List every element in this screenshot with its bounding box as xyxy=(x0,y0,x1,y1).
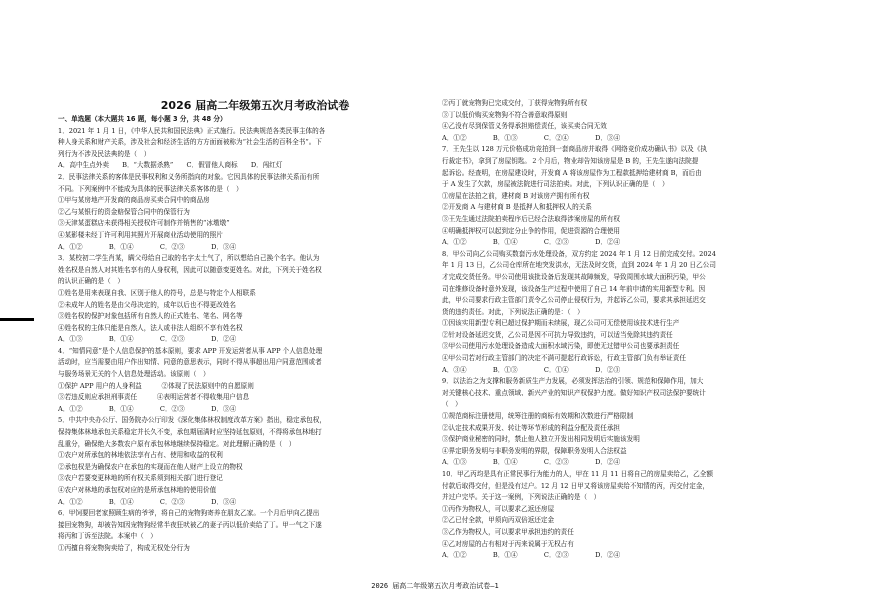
text-line: ④姓名权的主体只能是自然人，法人或非法人组织不享有姓名权 xyxy=(58,323,243,332)
text-line: 于 A 发生了欠款，房屋被法院进行司法拍卖。对此，下列认识正确的是（ ） xyxy=(442,180,669,189)
text-line: ①丙作为物权人，可以要求乙返还房屋 xyxy=(442,504,555,513)
text-line: 与服务场景无关的个人信息处理活动。该原则（ ） xyxy=(58,370,210,379)
text-line: 种人身关系和财产关系，涉及社会和经济生活的方方面面被称为“社会生活的百科全书”。下 xyxy=(58,138,322,147)
text-line: ③王先生通过法院拍卖程序后已经合法取得涉案房屋的所有权 xyxy=(442,214,621,223)
text-line: 7．王先生以 128 万元价格成功竞拍到一套商品房并取得《网络竞价成功确认书》以及《执 xyxy=(442,145,707,154)
text-line: ①房屋在法拍之前，建材商 B 对该房产拥有所有权 xyxy=(442,191,590,200)
text-line: ②认定技术成果开发、转让等环节形成的利益分配及责任承担 xyxy=(442,423,621,432)
text-line: ②针对设备延迟交货，乙公司是因不可抗力导致违约，可以适当免除其违约责任 xyxy=(442,330,673,339)
text-line: ③甲公司使用污水处理设备造成大面积水域污染，即使无过错甲公司也要承担责任 xyxy=(442,342,680,351)
text-line: 6．甲饲要回老家照顾生病的爷爷，将自己的宠物狗寄养在朋友乙家。一个月后甲向乙提出 xyxy=(58,509,320,518)
right-column xyxy=(442,98,836,562)
text-line: A．高中生点外卖 B．“大数据杀熟” C．假冒他人商标 D．闯红灯 xyxy=(58,161,283,170)
text-line: ③若违反则应承担刑事责任 ④表明运营者不得收集用户信息 xyxy=(58,393,250,402)
page-footer: 2026 届高二年级第五次月考政治试卷—1 xyxy=(371,582,499,590)
text-line: ①农户对所承包的林地依法享有占有、使用和收益的权利 xyxy=(58,451,223,460)
text-line: A．①② B．①④ C．②③ D．②④ xyxy=(442,238,621,247)
section-header: 一、单选题（本大题共 16 题，每小题 3 分，共 48 分） xyxy=(58,115,227,123)
text-line: 乱重分，确保绝大多数农户原有承包林地继续保持稳定。对此理解正确的是（ ） xyxy=(58,439,296,448)
text-line: A．①③ B．①④ C．②③ D．②④ xyxy=(58,335,237,344)
text-line: A．①② B．①④ C．②③ D．③④ xyxy=(58,242,237,251)
text-line: ②承包权是为确保农户在承包的实现而在他人财产上设立的物权 xyxy=(58,462,243,471)
text-line: ③天津某蛋糕店未获得相关授权许可制作并销售的“冰墩墩” xyxy=(58,219,230,228)
exam-title: 2026 届高二年级第五次月考政治试卷 xyxy=(160,99,350,112)
text-line: ①丙擅自将宠物狗卖给了，构成无权处分行为 xyxy=(58,543,190,552)
left-column xyxy=(58,98,452,555)
text-line: A．①③ B．①④ C．②③ D．②④ xyxy=(442,458,621,467)
text-line: 货的违约责任。对此，下列说法正确的是：（ ） xyxy=(442,307,584,316)
text-line: 不同。下列案例中不能成为具体的民事法律关系客体的是（ ） xyxy=(58,184,243,193)
text-line: ②丙丁就宠物狗已完成交付，丁获得宠物狗所有权 xyxy=(442,99,588,107)
text-line: ③农户若要变更林地的所有权关系须到相关部门进行登记 xyxy=(58,474,223,483)
text-line: 对关键核心技术、重点领域、新兴产业的知识产权保护力度。做好知识产权司法保护要统计 xyxy=(442,388,706,397)
text-line: ③丁以低价购买宠物狗不符合善意取得原则 xyxy=(442,110,568,119)
text-line: ②乙与某银行的资金赔保管合同中的保管行为 xyxy=(58,207,190,216)
text-line: 10．甲乙丙均是具有正常民事行为能力的人，甲在 11 月 11 日将自己的房屋卖给乙，乙全额 xyxy=(442,470,713,478)
text-line: 3．某校初二学生肖某，瞒父母给自己取的名字太土气了，所以想给自己换个名字。他认为 xyxy=(58,254,320,263)
text-line: 8．甲公司向乙公司购买数套污水处理设备，双方约定 2024 年 1 月 12 日前完成交付。2024 xyxy=(442,249,716,258)
text-line: 5．中共中央办公厅、国务院办公厅印发《深化集体林权制度改革方案》指出，稳定承包权， xyxy=(58,416,326,425)
text-line: A．③④ B．①③ C．①④ D．②③ xyxy=(442,365,621,374)
text-line: A．①② B．①④ C．②③ D．②④ xyxy=(442,551,621,560)
text-line: ④界定职务发明与非职务发明的界限，保障职务发明人合法权益 xyxy=(442,446,627,455)
text-line: 1．2021 年 1 月 1 日，《中华人民共和国民法典》正式施行。民法典规范各类民事主体的各 xyxy=(58,126,326,135)
text-line: ①甲与某房地产开发商的商品房买卖合同中的商品房 xyxy=(58,196,210,205)
text-line: ③保护商业秘密的同时，禁止他人独立开发出相同发明后实施该发明 xyxy=(442,435,640,444)
text-line: 2．民事法律关系的客体是民事权利和义务所指向的对象。它因具体的民事法律关系而有所 xyxy=(58,172,320,181)
text-line: A．①② B．①③ C．②④ D．③④ xyxy=(442,133,621,142)
text-line: 姓名权是自然人对其姓名享有的人身权利，因此可以随意变更姓名。对此，下列关于姓名权 xyxy=(58,265,322,274)
text-line: 保持集体林地承包关系稳定并长久不变，承包期届满时应坚持延包原则，不得将承包林地打 xyxy=(58,428,322,437)
text-line: 此，甲公司要求行政主管部门责令乙公司停止侵权行为，并起诉乙公司，要求其承担延迟交 xyxy=(442,296,706,305)
text-line: ④明确抵押权可以起到定分止争的作用，促进资源的合理使用 xyxy=(442,226,621,235)
text-line: ④农户对林地的承包权对应的是所承包林地的使用价值 xyxy=(58,486,217,494)
binding-margin-mark xyxy=(0,318,34,321)
text-line: 9．以法治之为支撑和服务新质生产力发展，必须发挥法治的引领、规范和保障作用，加大 xyxy=(442,377,704,386)
text-line: 列行为不涉及民法典的是（ ） xyxy=(58,149,151,158)
right-question-list xyxy=(442,98,836,562)
text-line: 的认识正确的是（ ） xyxy=(58,277,124,286)
text-line: A．①② B．①④ C．②③ D．③④ xyxy=(58,404,237,413)
text-line: 接回宠物狗，却被告知因宠物狗经常半夜狂吠被乙的妻子丙以低价卖给了丁。甲一气之下遂 xyxy=(58,520,322,529)
text-line: A．①② B．①④ C．②③ D．③④ xyxy=(58,497,237,506)
text-line: ④甲公司若对行政主管部门的决定不满可提起行政诉讼，行政主管部门负有举证责任 xyxy=(442,354,686,363)
text-line: 4．“知情同意”是个人信息保护的基本原则，要求 APP 开发运营者从事 APP 个人信息处理 xyxy=(58,346,323,355)
text-line: 活动时，应当需要由用户作出知情、同意的意思表示，同时不得从事超出用户同意范围或者 xyxy=(58,358,322,367)
text-line: ②开发商 A 与建材商 B 是抵押人和抵押权人的关系 xyxy=(442,203,592,212)
text-line: 司在维修设备时意外发现，该设备生产过程中使用了自己 14 年前申请的实用新型专利。因 xyxy=(442,284,706,293)
text-line: 年 1 月 13 日，乙公司仓库所在地突发洪水，无法及时交货，直到 2024 年 1 月 20 日乙公司 xyxy=(442,261,716,270)
text-line: 起诉讼。经查明，在房屋建设时，开发商 A 将该房屋作为工程款抵押给建材商 B，而后由 xyxy=(442,168,702,177)
text-line: ②未成年人的姓名是由父母决定的，成年以后也不得更改姓名 xyxy=(58,300,237,309)
text-line: ①规范商标注册使用，统筹注册的商标有效期和次数进行严格限制 xyxy=(442,412,634,421)
text-line: ④乙对房屋的占有相对于丙来说属于无权占有 xyxy=(442,539,574,548)
text-line: 付款后取得交付，但是没有过户。12 月 12 日甲又将该房屋卖给不知情的丙，丙交付定金， xyxy=(442,481,710,490)
text-line: 行裁定书》，拿到了房屋钥匙。２个月后，物业却告知该房屋是 B 的，王先生遂向法院提 xyxy=(442,156,699,165)
text-line: ③乙作为物权人，可以要求甲承担违约的责任 xyxy=(442,527,574,536)
text-line: ④乙没有尽到保管义务得承担赔偿责任，该买卖合同无效 xyxy=(442,122,607,131)
text-line: 才完成交货任务。甲公司使用该批设备后发现其故障频发，导致周围水域大面积污染，甲公 xyxy=(442,272,706,281)
left-question-list xyxy=(58,126,452,555)
text-line: ①姓名是用来表现自我、区别于他人的符号，总是与特定个人相联系 xyxy=(58,288,256,297)
text-line: ③姓名权的保护对象包括所有自然人的正式姓名、笔名、网名等 xyxy=(58,312,243,321)
text-line: 将丙和丁诉至法院。本案中（ ） xyxy=(58,532,157,541)
text-line: ②乙已付全款，甲须向丙双倍返还定金 xyxy=(442,516,555,525)
text-line: 并过户完毕。关于这一案例，下列说法正确的是（ ） xyxy=(442,493,601,502)
text-line: ①因该实用新型专利已超过保护期而未续展，现乙公司可无偿使用该技术进行生产 xyxy=(442,319,680,328)
text-line: ①保护 APP 用户的人身利益 ②体现了民法原则中的自愿原则 xyxy=(58,381,254,390)
text-line: （ ） xyxy=(442,400,462,409)
text-line: ④某影楼未经丁许可利用其照片开展商业活动使用的照片 xyxy=(58,230,223,239)
